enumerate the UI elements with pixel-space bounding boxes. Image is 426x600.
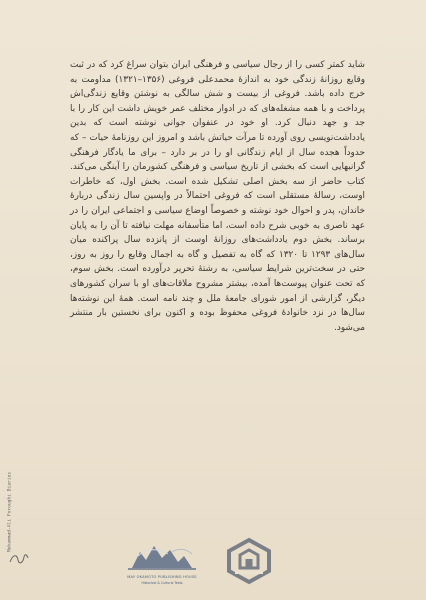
blurb-paragraph: شاید کمتر کسی را از رجال سیاسی و فرهنگی ایران بتوان سراغ کرد که در ثبت وقایع روزانهٔ زندگی خود به اندازهٔ محمدعلی فروغی (۱۳۵۶–۱۳۲۱) مداومت به خرج داده باشد. فروغی از بیست و شش سالگی به نوشتن وقایع زندگی‌اش پرداخت و با همه مشغله‌های که در ادوار مختلف عمر خویش داشت این کار را با جد و جهد دنبال کرد. او خود در عنفوان جوانی نوشته است که بدین یادداشت‌نویسی روی آورده تا مرآت حیاتش باشد و امروز این روزنامهٔ حیات – که حدوداً هجده سال از ایام زندگانی او را در بر دارد – برای ما یادگار فرهنگی گرانبهایی است که بخشی از تاریخ سیاسی و فرهنگی کشورمان را آینگی می‌کند. کتاب حاضر از سه بخش اصلی تشکیل شده است. بخش اول، که خاطرات اوست، رسالهٔ مستقلی است که فروغی احتمالاً در واپسین سال زندگی دربارهٔ خاندان، پدر و احوال خود نوشته و خصوصاً اوضاع سیاسی و اجتماعی ایران را در عهد ناصری به خوبی شرح داده است، اما متأسفانه مهلت نیافته تا آن را به پایان برساند. بخش دوم یادداشت‌های روزانهٔ اوست از پانزده سال پراکنده میان سال‌های ۱۲۹۳ تا ۱۳۲۰ که گاه به تفصیل و گاه به اجمال وقایع را روز به روز، حتی در سخت‌ترین شرایط سیاسی، به رشتهٔ تحریر درآورده است. بخش سوم، که تحت عنوان پیوست‌ها آمده، بیشتر مشروح ملاقات‌های او با سران کشورهای دیگر، گزارشی از امور شورای جامعهٔ ملل و چند نامه است. همهٔ این نوشته‌ها سال‌ها در نزد خانوادهٔ فروغی محفوظ بوده و اکنون برای نخستین بار منتشر می‌شود. — [70, 60, 365, 333]
signature-mark-icon — [8, 548, 30, 568]
publisher-logo — [120, 538, 204, 588]
press-logo-icon — [226, 537, 272, 585]
publisher-emblem-icon — [120, 538, 204, 574]
spine-line-1: Mohammad-Ali Foroughi Diaries — [7, 471, 13, 553]
blurb-text — [70, 58, 365, 335]
publisher-name: MAY OKAMOTO PUBLISHING HOUSE — [127, 575, 197, 579]
publisher-desc: Historical & Cultural Texts — [141, 581, 183, 585]
